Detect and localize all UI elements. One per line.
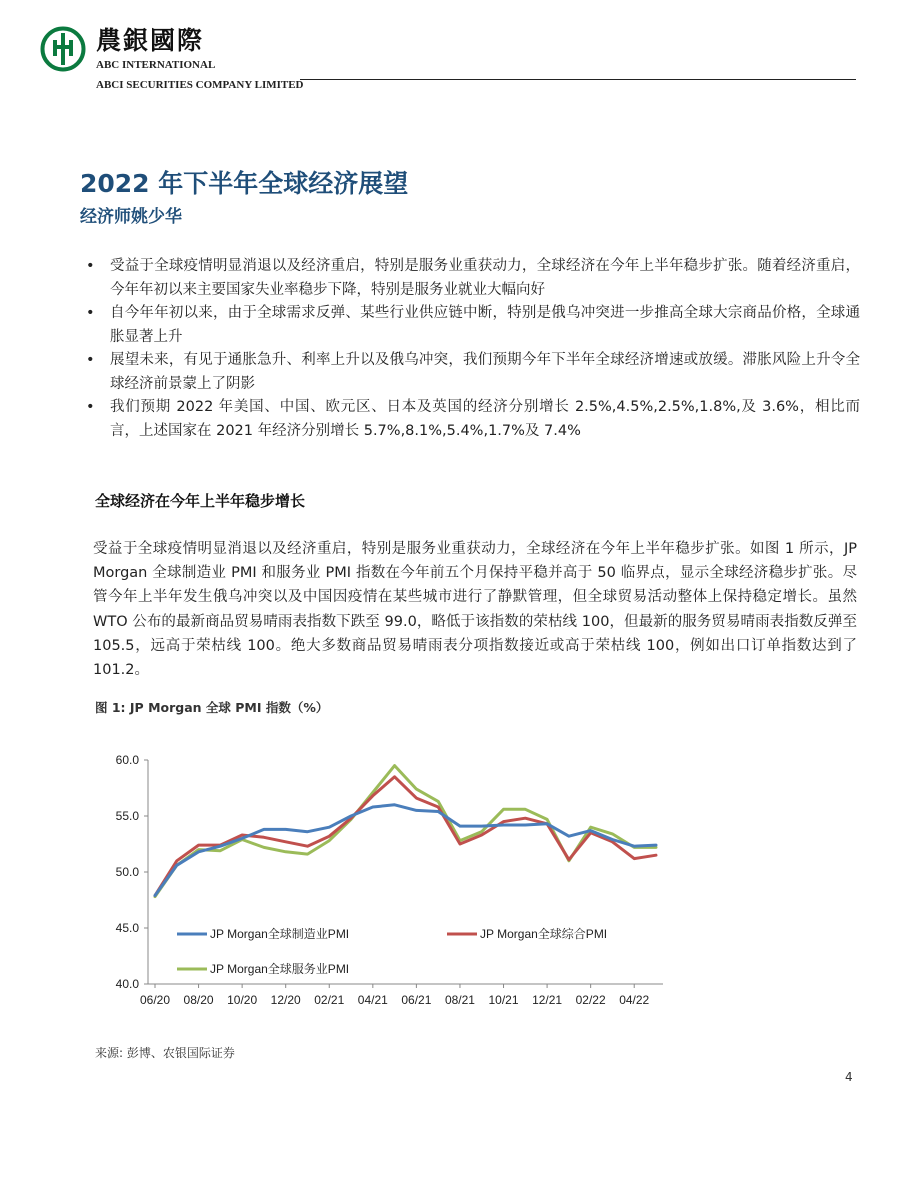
- legend-label: JP Morgan全球制造业PMI: [210, 927, 350, 941]
- brand-name-chinese: 農銀國際: [96, 26, 205, 55]
- brand-name-english: ABC INTERNATIONAL: [96, 59, 216, 71]
- x-tick-label: 02/21: [314, 993, 345, 1007]
- x-tick-label: 04/21: [357, 993, 388, 1007]
- pmi-line-chart: [95, 740, 675, 1020]
- report-author: 经济师姚少华: [80, 207, 182, 227]
- y-tick-label: 60.0: [115, 753, 139, 767]
- bullet-icon: •: [86, 399, 95, 415]
- y-tick-label: 55.0: [115, 809, 139, 823]
- x-tick-label: 06/20: [139, 993, 171, 1007]
- x-tick-label: 12/21: [532, 993, 563, 1007]
- key-point: • 自今年年初以来，由于全球需求反弹、某些行业供应链中断，特别是俄乌冲突进一步推高全球大宗商品价格，全球通胀显著上升: [80, 302, 860, 349]
- x-tick-label: 08/21: [444, 993, 475, 1007]
- bullet-icon: •: [86, 258, 95, 274]
- x-tick-label: 10/21: [488, 993, 519, 1007]
- legend-label: JP Morgan全球服务业PMI: [210, 962, 350, 976]
- y-tick-label: 50.0: [115, 865, 139, 879]
- source-note: 来源: 彭博、农银国际证券: [95, 1046, 235, 1060]
- x-tick-label: 06/21: [401, 993, 432, 1007]
- x-tick-label: 12/20: [270, 993, 301, 1007]
- series-line-1: [155, 805, 656, 896]
- key-point: • 展望未来，有见于通胀急升、利率上升以及俄乌冲突，我们预期今年下半年全球经济增速或放缓。滞胀风险上升令全球经济前景蒙上了阴影: [80, 349, 860, 396]
- bullet-icon: •: [86, 305, 95, 321]
- brand-company-name: ABCI SECURITIES COMPANY LIMITED: [96, 79, 304, 91]
- x-tick-label: 10/20: [227, 993, 258, 1007]
- key-points-list: [80, 255, 860, 443]
- x-tick-label: 08/20: [183, 993, 214, 1007]
- legend-label: JP Morgan全球综合PMI: [480, 927, 608, 941]
- key-point: • 我们预期 2022 年美国、中国、欧元区、日本及英国的经济分别增长 2.5%,4.5%,2.5%,1.8%,及 3.6%，相比而言，上述国家在 2021 年经济分别增长 5.7%,8.1%,5.4%,1.7%及 7.4%: [80, 396, 860, 443]
- section-heading: 全球经济在今年上半年稳步增长: [95, 492, 306, 510]
- figure-title: 图 1: JP Morgan 全球 PMI 指数（%）: [95, 700, 329, 715]
- header-divider: [300, 79, 856, 80]
- x-tick-label: 02/22: [575, 993, 606, 1007]
- report-title: 2022 年下半年全球经济展望: [80, 169, 409, 198]
- key-point: • 受益于全球疫情明显消退以及经济重启，特别是服务业重获动力，全球经济在今年上半年稳步扩张。随着经济重启，今年年初以来主要国家失业率稳步下降，特别是服务业就业大幅向好: [80, 255, 860, 302]
- series-line-2: [155, 777, 656, 896]
- section-paragraph: 受益于全球疫情明显消退以及经济重启，特别是服务业重获动力，全球经济在今年上半年稳步扩张。如图 1 所示，JP Morgan 全球制造业 PMI 和服务业 PMI 指数在今年前五个月保持平稳并高于 50 临界点，显示全球经济稳步扩张。尽管今年上半年发生俄乌冲突以及中国因疫情在某些城市进行了静默管理，但全球贸易活动整体上保持稳定增长。虽然 WTO 公布的最新商品贸易晴雨表指数下跌至 99.0，略低于该指数的荣枯线 100，但最新的服务贸易晴雨表指数反弹至 105.5，远高于荣枯线 100。绝大多数商品贸易晴雨表分项指数接近或高于荣枯线 100，例如出口订单指数达到了 101.2。: [93, 541, 857, 679]
- y-tick-label: 45.0: [115, 921, 139, 935]
- bullet-icon: •: [86, 352, 95, 368]
- x-tick-label: 04/22: [619, 993, 650, 1007]
- y-tick-label: 40.0: [115, 977, 139, 991]
- page-number: 4: [845, 1070, 853, 1084]
- abc-logo-icon: [40, 26, 86, 72]
- series-line-3: [155, 766, 656, 897]
